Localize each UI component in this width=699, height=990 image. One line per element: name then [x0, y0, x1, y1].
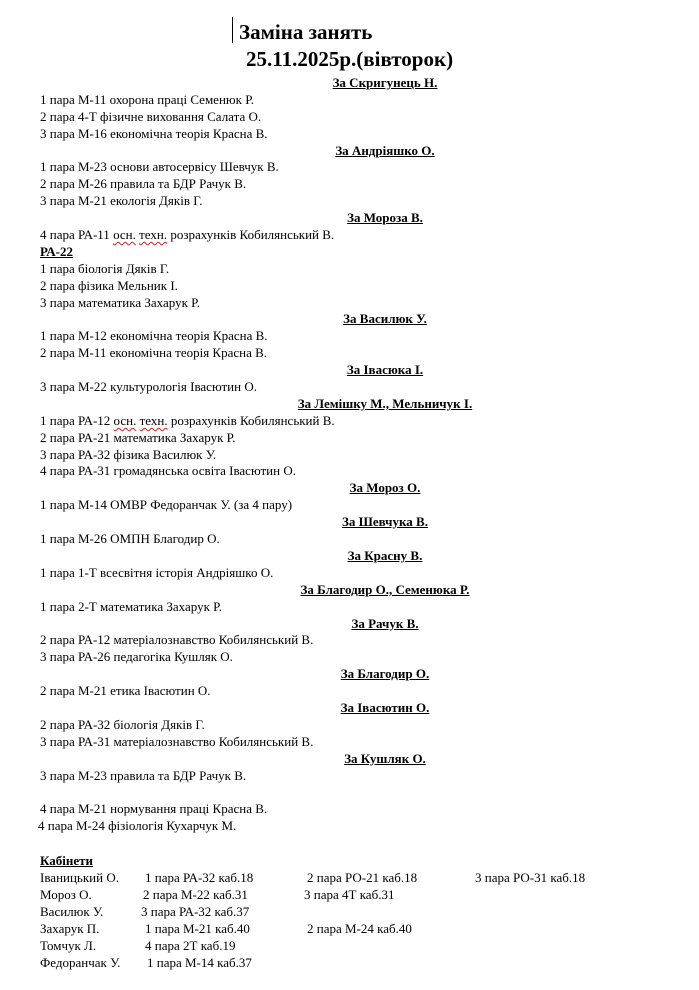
section-header: За Рачук В. — [351, 615, 419, 631]
section-header: За Василюк У. — [343, 311, 427, 327]
room-assignment: 1 пара М-14 каб.37 — [147, 955, 252, 970]
room-assignment: 1 пара РА-32 каб.18 — [145, 870, 254, 885]
room-assignment: 3 пара РА-32 каб.37 — [141, 904, 250, 919]
schedule-line: 1 пара М-23 основи автосервісу Шевчук В. — [40, 159, 279, 175]
section-header: За Благодир О., Семенюка Р. — [300, 581, 470, 597]
room-assignment: 4 пара 2Т каб.19 — [145, 938, 236, 953]
schedule-line: 4 пара М-21 нормування праці Красна В. — [40, 801, 268, 817]
section-header: За Кушляк О. — [344, 750, 426, 766]
section-header: За Мороз О. — [349, 480, 421, 496]
spellcheck-word: техн. — [139, 412, 168, 428]
schedule-line: 3 пара М-23 правила та БДР Рачук В. — [40, 767, 247, 783]
section-header: За Івасютин О. — [340, 699, 430, 715]
room-assignment: 2 пара РО-21 каб.18 — [307, 870, 418, 885]
schedule-line: 1 пара М-11 охорона праці Семенюк Р. — [40, 91, 255, 107]
schedule-line: 3 пара М-21 екологія Дяків Г. — [40, 193, 203, 209]
section-header: За Андріяшко О. — [335, 142, 435, 158]
schedule-line: 2 пара М-11 економічна теорія Красна В. — [40, 345, 268, 361]
section-header: За Скригунець Н. — [332, 75, 438, 90]
room-row — [40, 886, 680, 903]
teacher-name: Мороз О. — [40, 887, 92, 902]
schedule-line: 3 пара М-22 культурологія Івасютин О. — [40, 379, 257, 395]
schedule-line: 2 пара 4-Т фізичне виховання Салата О. — [40, 108, 262, 124]
room-row — [40, 869, 680, 886]
schedule-line: 4 пара РА-11 осн. техн. розрахунків Кобилянський В. — [40, 227, 335, 243]
section-header: За Лемішку М., Мельничук І. — [297, 395, 473, 411]
room-assignment: 3 пара РО-31 каб.18 — [475, 870, 586, 885]
room-assignment: 2 пара М-24 каб.40 — [307, 921, 412, 936]
schedule-line: 3 пара математика Захарук Р. — [40, 294, 200, 310]
schedule-line: 4 пара М-24 фізіологія Кухарчук М. — [38, 818, 237, 834]
page-title: Заміна занять — [239, 20, 373, 44]
teacher-name: Іваницький О. — [40, 870, 119, 885]
teacher-name: Василюк У. — [40, 904, 104, 919]
schedule-line: 2 пара РА-32 біологія Дяків Г. — [40, 716, 205, 732]
teacher-name: Захарук П. — [40, 921, 100, 936]
schedule-line: 3 пара М-16 економічна теорія Красна В. — [40, 125, 268, 141]
section-header: За Мороза В. — [347, 210, 423, 226]
schedule-content — [40, 75, 690, 835]
rooms-section — [40, 852, 680, 971]
schedule-line: 1 пара М-14 ОМВР Федоранчак У. (за 4 пару) — [40, 497, 293, 513]
room-assignment: 2 пара М-22 каб.31 — [143, 887, 248, 902]
group-label: РА-22 — [40, 243, 73, 259]
spellcheck-word: осн. — [113, 412, 137, 428]
schedule-line: 1 пара РА-12 осн. техн. розрахунків Кобилянський В. — [40, 412, 335, 428]
room-row — [40, 937, 680, 954]
room-row — [40, 903, 680, 920]
section-header: За Благодир О. — [340, 666, 430, 682]
room-row — [40, 920, 680, 937]
blank-line — [40, 784, 690, 801]
section-header: За Івасюка І. — [346, 362, 424, 378]
teacher-name: Федоранчак У. — [40, 955, 121, 970]
schedule-line: 3 пара РА-26 педагогіка Кушляк О. — [40, 649, 233, 665]
schedule-line: 1 пара 2-Т математика Захарук Р. — [40, 598, 223, 614]
section-header: За Шевчука В. — [342, 514, 428, 530]
room-assignment: 1 пара М-21 каб.40 — [145, 921, 250, 936]
spellcheck-word: осн. — [113, 227, 136, 243]
schedule-line: 2 пара М-26 правила та БДР Рачук В. — [40, 176, 247, 192]
schedule-line: 2 пара РА-21 математика Захарук Р. — [40, 429, 236, 445]
schedule-line: 2 пара РА-12 матеріалознавство Кобилянський В. — [40, 632, 314, 648]
schedule-line: 1 пара біологія Дяків Г. — [40, 260, 170, 276]
text-cursor — [232, 17, 233, 43]
schedule-line: 1 пара М-12 економічна теорія Красна В. — [40, 328, 268, 344]
teacher-name: Томчук Л. — [40, 938, 97, 953]
spellcheck-word: техн. — [139, 227, 168, 243]
schedule-line: 4 пара РА-31 громадянська освіта Івасютин О. — [40, 463, 296, 479]
page-date: 25.11.2025р.(вівторок) — [246, 47, 454, 71]
schedule-line: 3 пара РА-31 матеріалознавство Кобилянський В. — [40, 733, 314, 749]
schedule-line: 1 пара М-26 ОМПН Благодир О. — [40, 531, 220, 547]
schedule-line: 3 пара РА-32 фізика Василюк У. — [40, 446, 217, 462]
section-header: За Красну В. — [347, 547, 423, 563]
schedule-line: 1 пара 1-Т всесвітня історія Андріяшко О. — [40, 564, 274, 580]
schedule-line: 2 пара М-21 етика Івасютин О. — [40, 683, 211, 699]
room-assignment: 3 пара 4Т каб.31 — [304, 887, 395, 902]
schedule-line: 2 пара фізика Мельник І. — [40, 277, 178, 293]
rooms-title: Кабінети — [40, 853, 94, 868]
room-row — [40, 954, 680, 971]
